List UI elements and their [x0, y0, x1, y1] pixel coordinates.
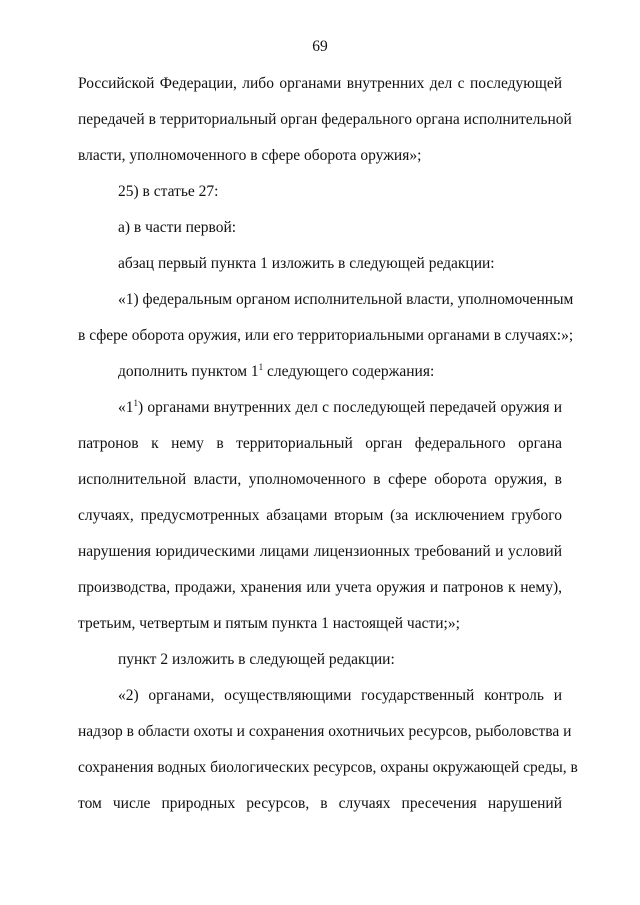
text-line: надзор в области охоты и сохранения охотничьих ресурсов, рыболовства и: [78, 723, 572, 740]
superscript: 1: [133, 397, 138, 408]
text-line: [118, 362, 562, 382]
text-line: исполнительной власти, уполномоченного в сфере оборота оружия, в: [78, 471, 562, 488]
text-line: Российской Федерации, либо органами внутренних дел с последующей: [78, 75, 562, 92]
text-span: дополнить пунктом 1: [118, 363, 259, 380]
text-line: [118, 398, 562, 418]
text-line: третьим, четвертым и пятым пункта 1 настоящей части;»;: [78, 615, 460, 632]
text-line: патронов к нему в территориальный орган федерального органа: [78, 435, 562, 452]
text-line: нарушения юридическими лицами лицензионных требований и условий: [78, 543, 562, 560]
text-line: «1) федеральным органом исполнительной власти, уполномоченным: [118, 291, 574, 308]
text-line: власти, уполномоченного в сфере оборота оружия»;: [78, 147, 422, 164]
superscript: 1: [258, 361, 264, 372]
text-span: ) органами внутренних дел с последующей передачей оружия и: [138, 399, 562, 416]
text-line: абзац первый пункта 1 изложить в следующей редакции:: [118, 255, 495, 272]
text-line: «2) органами, осуществляющими государственный контроль и: [118, 687, 562, 704]
text-line: пункт 2 изложить в следующей редакции:: [118, 651, 395, 668]
text-span: «1: [118, 399, 134, 416]
text-line: а) в части первой:: [118, 219, 237, 236]
text-line: в сфере оборота оружия, или его территориальными органами в случаях:»;: [78, 327, 574, 344]
text-line: производства, продажи, хранения или учета оружия и патронов к нему),: [78, 579, 562, 596]
text-line: том числе природных ресурсов, в случаях пресечения нарушений: [78, 795, 562, 812]
page-number: 69: [312, 38, 328, 55]
text-line: передачей в территориальный орган федерального органа исполнительной: [78, 111, 572, 128]
text-line: 25) в статье 27:: [118, 183, 219, 200]
text-line: случаях, предусмотренных абзацами вторым (за исключением грубого: [78, 507, 562, 524]
text-span: следующего содержания:: [263, 363, 435, 380]
text-line: сохранения водных биологических ресурсов, охраны окружающей среды, в: [78, 759, 578, 776]
